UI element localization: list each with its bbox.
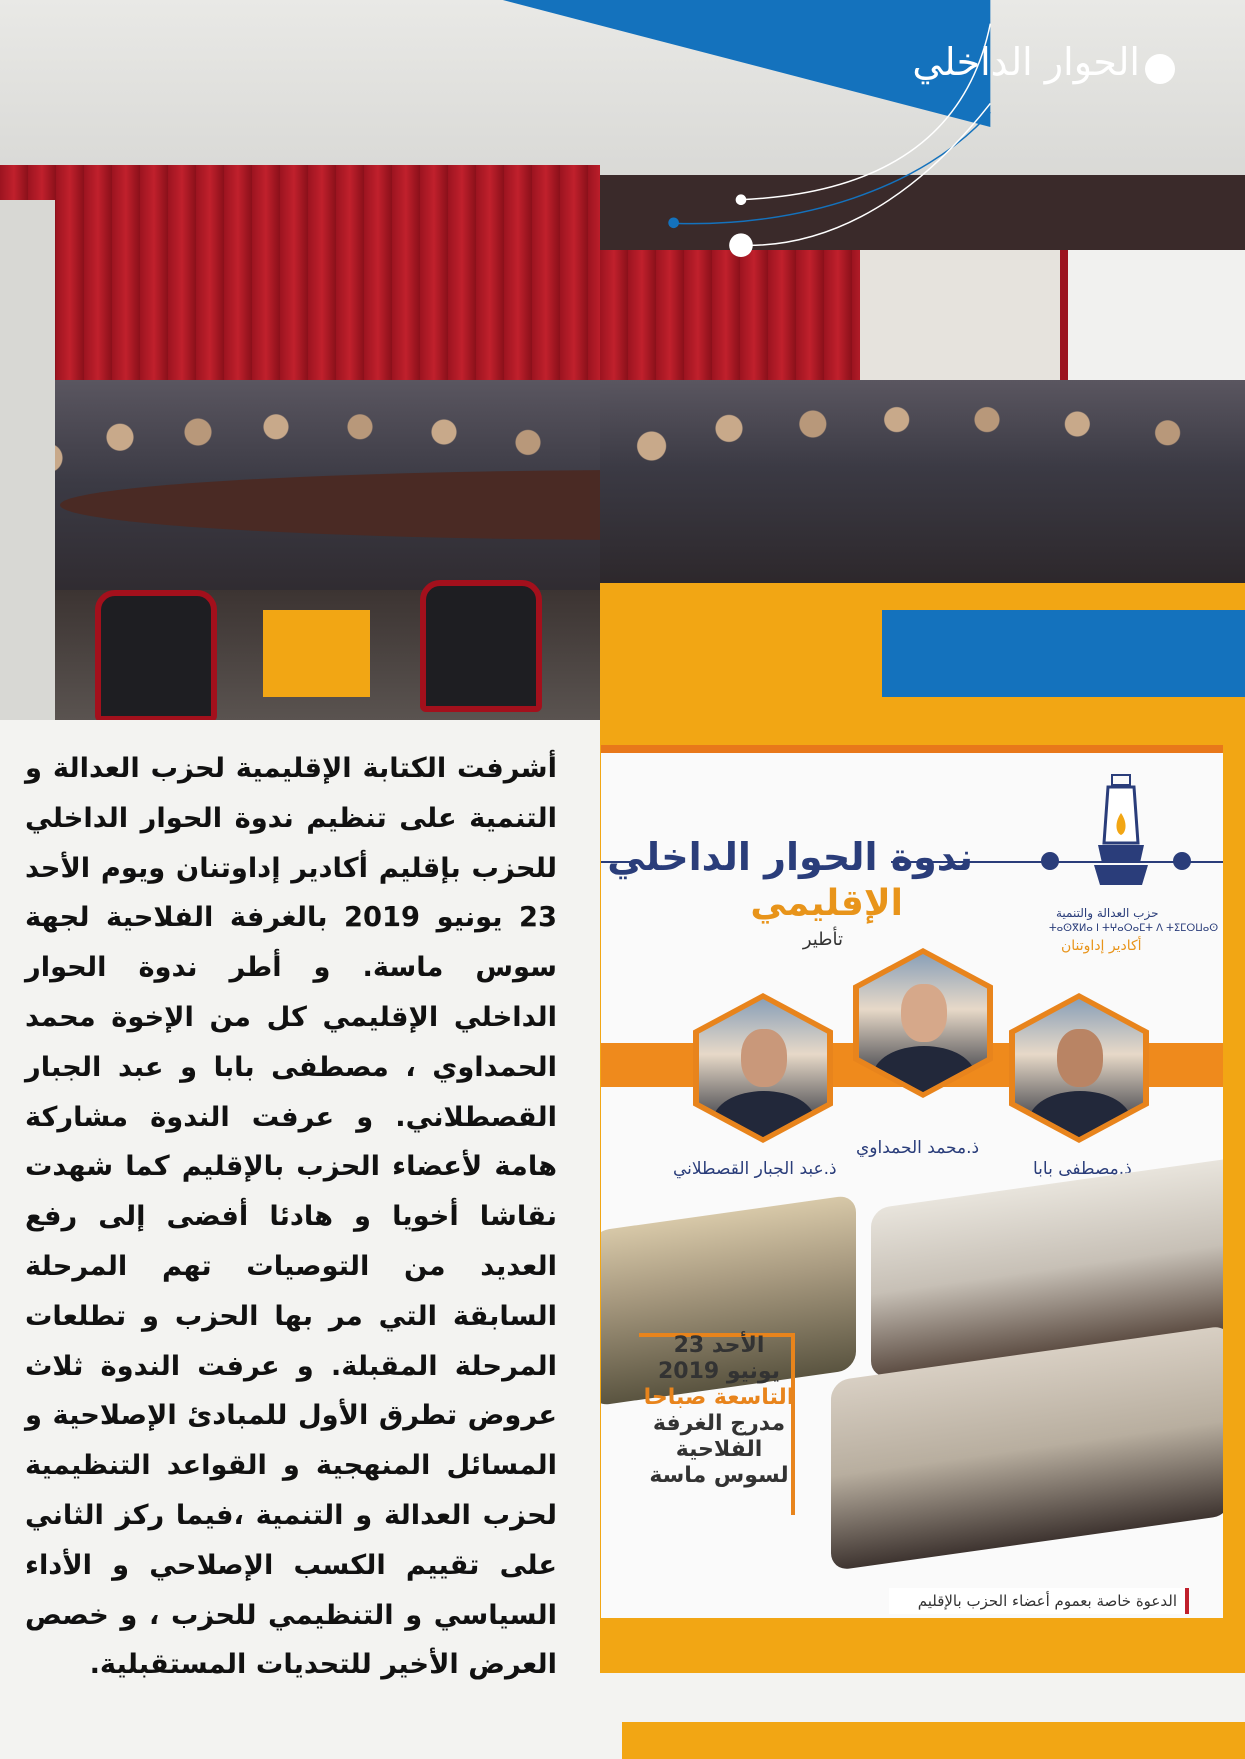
poster-dot xyxy=(1173,852,1191,870)
poster-title: ندوة الحوار الداخلي xyxy=(607,835,973,879)
speaker-portrait xyxy=(693,993,833,1143)
lantern-icon xyxy=(1086,773,1156,903)
event-day-date: الأحد 23 xyxy=(673,1333,765,1358)
logo-region: أكادير إداوتنان xyxy=(1061,938,1142,954)
poster-framing-label: تأطير xyxy=(802,929,843,950)
invitation-note: الدعوة خاصة بعموم أعضاء الحزب بالإقليم xyxy=(889,1588,1189,1614)
section-title: الحوار الداخلي xyxy=(912,40,1140,84)
event-month-year: يونيو 2019 xyxy=(658,1359,780,1384)
blue-accent-rect xyxy=(882,610,1245,697)
photo-chair xyxy=(95,590,217,720)
event-details xyxy=(639,1333,799,1489)
poster-subtitle: الإقليمي xyxy=(750,883,903,924)
event-venue: الفلاحية xyxy=(675,1437,763,1462)
photo-banner-stand xyxy=(0,200,55,720)
event-time: التاسعة صباحا xyxy=(643,1385,795,1410)
speaker-name: ذ.محمد الحمداوي xyxy=(856,1138,980,1158)
speaker-name: ذ.عبد الجبار القصطلاني xyxy=(673,1159,837,1179)
curve-dot xyxy=(729,233,753,257)
speaker-portrait xyxy=(1009,993,1149,1143)
title-bullet-icon xyxy=(1145,54,1175,84)
article-body: أشرفت الكتابة الإقليمية لحزب العدالة و التنمية على تنظيم ندوة الحوار الداخلي للحزب بإقليم أكادير إداوتنان ويوم الأحد 23 يونيو 2019 بالغرفة الفلاحية لجهة سوس ماسة. و أطر ندوة الحوار الداخلي الإقليمي كل من الإخوة محمد الحمداوي ، مصطفى بابا و عبد الجبار القصطلاني. و عرفت الندوة مشاركة هامة لأعضاء الحزب بالإقليم كما شهدت نقاشا أخويا و هادئا أفضى إلى رفع العديد من التوصيات تهم المرحلة السابقة التي مر بها الحزب و تطلعات المرحلة المقبلة. و عرفت الندوة ثلاث عروض تطرق الأول للمبادئ الإصلاحية و المسائل المنهجية و القواعد التنظيمية لحزب العدالة و التنمية ،فيما ركز الثاني على تقييم الكسب الإصلاحي و الأداء السياسي و التنظيمي للحزب ، و خصص العرض الأخير للتحديات المستقبلية. xyxy=(25,753,557,1681)
event-poster xyxy=(601,745,1223,1618)
photo-crowd xyxy=(600,380,1245,583)
speaker-name: ذ.مصطفى بابا xyxy=(1033,1159,1132,1179)
event-venue: مدرج الغرفة xyxy=(652,1411,786,1436)
logo-party-name: حزب العدالة والتنمية xyxy=(1056,906,1159,920)
header-band xyxy=(0,0,1245,260)
curve-dot xyxy=(736,194,747,205)
yellow-accent-square xyxy=(263,610,370,697)
curve-dot xyxy=(668,217,679,228)
poster-dot xyxy=(1041,852,1059,870)
bottom-accent-bar xyxy=(622,1722,1245,1759)
photo-chair xyxy=(420,580,542,712)
curve-line xyxy=(739,103,990,245)
event-venue: لسوس ماسة xyxy=(649,1463,789,1488)
curve-line xyxy=(674,112,990,223)
logo-tifinagh: ⵜⴰⵙⴳⵍⴰ ⵏ ⵜⵖⴰⵔⴰⵎⵜ ⴷ ⵜⵉⵎⵔⵡⴰⵙ xyxy=(1049,923,1219,934)
